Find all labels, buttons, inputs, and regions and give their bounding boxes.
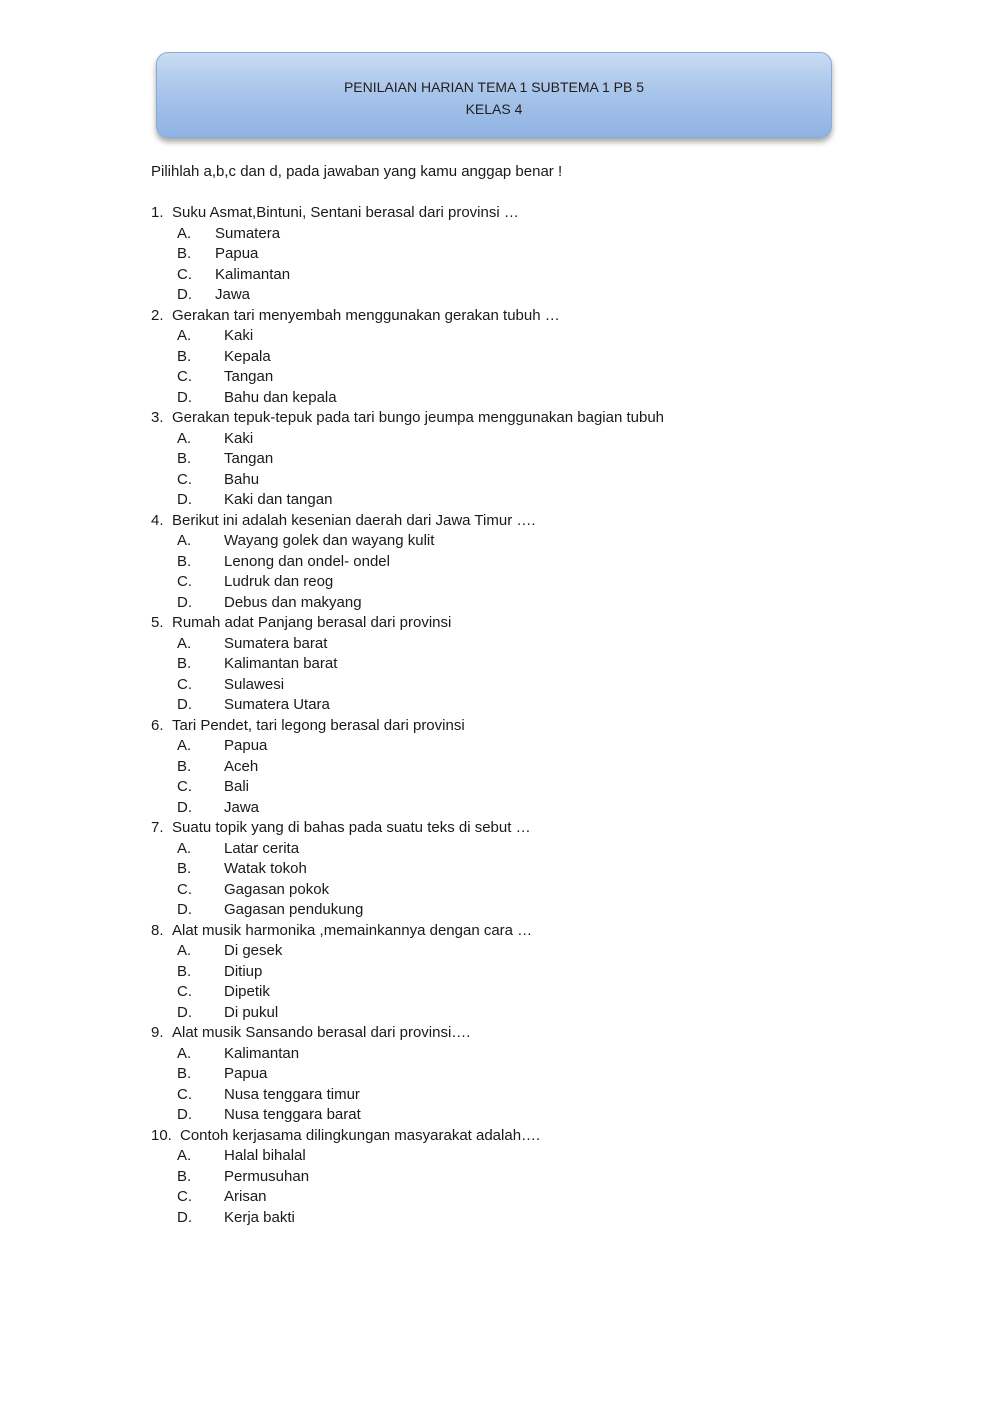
option-letter: A.: [177, 429, 192, 447]
question-number: 2.: [151, 306, 164, 324]
question-text: Suku Asmat,Bintuni, Sentani berasal dari provinsi …: [172, 204, 519, 221]
option-text: Kalimantan barat: [224, 655, 338, 672]
option-letter: D.: [177, 696, 192, 713]
question-line: [151, 203, 851, 224]
answer-option[interactable]: [151, 695, 851, 716]
answer-option[interactable]: [151, 900, 851, 921]
option-letter: D.: [177, 286, 192, 303]
answer-option[interactable]: [151, 1064, 851, 1085]
option-text: Ditiup: [224, 962, 263, 980]
option-text: Permusuhan: [224, 1167, 310, 1185]
option-text: Gagasan pokok: [224, 880, 330, 898]
option-letter: D.: [177, 593, 192, 611]
option-letter: A.: [177, 224, 192, 242]
option-letter: B.: [177, 655, 192, 672]
option-letter: D.: [177, 1003, 192, 1021]
question-line: [151, 716, 851, 737]
option-letter: C.: [177, 470, 192, 488]
answer-option[interactable]: [151, 326, 851, 347]
question-6: [151, 716, 851, 819]
option-letter: B.: [177, 552, 192, 570]
option-text: Lenong dan ondel- ondel: [224, 552, 390, 570]
answer-option[interactable]: [151, 1105, 851, 1126]
answer-option[interactable]: [151, 654, 851, 675]
option-text: Di pukul: [224, 1003, 279, 1021]
answer-option[interactable]: [151, 285, 851, 306]
option-letter: D.: [177, 901, 192, 918]
option-text: Latar cerita: [224, 839, 300, 857]
option-text: Halal bihalal: [224, 1147, 306, 1164]
option-letter: D.: [177, 798, 192, 816]
question-text: Rumah adat Panjang berasal dari provinsi: [172, 614, 452, 631]
option-text: Dipetik: [224, 983, 270, 1000]
question-text: Gerakan tepuk-tepuk pada tari bungo jeumpa menggunakan bagian tubuh: [172, 409, 665, 426]
option-text: Tangan: [224, 450, 274, 467]
option-text: Nusa tenggara barat: [224, 1106, 361, 1123]
option-letter: C.: [177, 983, 192, 1000]
option-text: Watak tokoh: [224, 860, 307, 877]
answer-option[interactable]: [151, 757, 851, 778]
answer-option[interactable]: [151, 736, 851, 757]
option-text: Nusa tenggara timur: [224, 1085, 360, 1103]
question-5: [151, 613, 851, 716]
answer-option[interactable]: [151, 880, 851, 901]
option-text: Sumatera: [215, 224, 281, 242]
option-text: Kalimantan: [215, 265, 291, 283]
answer-option[interactable]: [151, 552, 851, 573]
question-9: [151, 1023, 851, 1126]
answer-option[interactable]: [151, 1044, 851, 1065]
option-letter: A.: [177, 1147, 192, 1164]
answer-option[interactable]: [151, 367, 851, 388]
option-letter: C.: [177, 265, 192, 283]
option-text: Sulawesi: [224, 675, 285, 693]
answer-option[interactable]: [151, 1167, 851, 1188]
question-text: Tari Pendet, tari legong berasal dari provinsi: [172, 716, 465, 734]
option-text: Papua: [215, 245, 259, 262]
answer-option[interactable]: [151, 941, 851, 962]
question-10: [151, 1126, 851, 1229]
answer-option[interactable]: [151, 839, 851, 860]
question-number: 10.: [151, 1126, 172, 1144]
option-text: Bahu dan kepala: [224, 388, 337, 406]
question-line: [151, 1023, 851, 1044]
answer-option[interactable]: [151, 798, 851, 819]
option-text: Kaki: [224, 327, 254, 344]
option-letter: A.: [177, 737, 192, 754]
question-line: [151, 306, 851, 327]
answer-option[interactable]: [151, 429, 851, 450]
question-number: 1.: [151, 204, 164, 221]
option-letter: A.: [177, 634, 192, 652]
page-title: PENILAIAN HARIAN TEMA 1 SUBTEMA 1 PB 5: [343, 79, 645, 95]
option-text: Jawa: [224, 798, 260, 816]
option-text: Kalimantan: [224, 1044, 300, 1062]
answer-option[interactable]: [151, 531, 851, 552]
option-letter: A.: [177, 1044, 192, 1062]
answer-option[interactable]: [151, 634, 851, 655]
option-text: Aceh: [224, 757, 259, 775]
option-text: Kaki dan tangan: [224, 491, 333, 508]
question-text: Suatu topik yang di bahas pada suatu teks di sebut …: [172, 819, 531, 836]
answer-option[interactable]: [151, 1208, 851, 1229]
option-letter: C.: [177, 368, 192, 385]
question-line: [151, 1126, 851, 1147]
answer-option[interactable]: [151, 982, 851, 1003]
question-line: [151, 511, 851, 532]
answer-option[interactable]: [151, 347, 851, 368]
question-number: 3.: [151, 409, 164, 426]
option-letter: A.: [177, 532, 192, 549]
question-line: [151, 818, 851, 839]
question-line: [151, 408, 851, 429]
header-banner: [156, 52, 832, 138]
answer-option[interactable]: [151, 962, 851, 983]
answer-option[interactable]: [151, 593, 851, 614]
question-1: [151, 203, 851, 306]
question-2: [151, 306, 851, 409]
option-letter: B.: [177, 1167, 192, 1185]
answer-option[interactable]: [151, 1085, 851, 1106]
option-text: Di gesek: [224, 942, 283, 959]
option-text: Bahu: [224, 470, 260, 488]
answer-option[interactable]: [151, 859, 851, 880]
question-list: [151, 203, 851, 1228]
answer-option[interactable]: [151, 1146, 851, 1167]
question-3: [151, 408, 851, 511]
option-text: Jawa: [215, 286, 251, 303]
option-text: Kepala: [224, 347, 271, 365]
answer-option[interactable]: [151, 490, 851, 511]
option-letter: D.: [177, 1106, 192, 1123]
option-text: Sumatera barat: [224, 634, 328, 652]
question-text: Gerakan tari menyembah menggunakan gerakan tubuh …: [172, 306, 560, 324]
option-letter: A.: [177, 839, 192, 857]
answer-option[interactable]: [151, 470, 851, 491]
option-letter: A.: [177, 327, 192, 344]
answer-option[interactable]: [151, 1003, 851, 1024]
option-letter: B.: [177, 347, 192, 365]
option-text: Bali: [224, 778, 250, 795]
option-text: Kaki: [224, 429, 254, 447]
option-letter: C.: [177, 675, 192, 693]
option-text: Papua: [224, 737, 268, 754]
option-letter: B.: [177, 450, 192, 467]
option-letter: D.: [177, 388, 192, 406]
answer-option[interactable]: [151, 675, 851, 696]
option-letter: D.: [177, 1208, 192, 1226]
option-letter: C.: [177, 880, 192, 898]
answer-option[interactable]: [151, 388, 851, 409]
question-text: Berikut ini adalah kesenian daerah dari Jawa Timur ….: [172, 511, 536, 529]
answer-option[interactable]: [151, 449, 851, 470]
question-number: 5.: [151, 614, 164, 631]
option-letter: C.: [177, 778, 192, 795]
answer-option[interactable]: [151, 244, 851, 265]
answer-option[interactable]: [151, 224, 851, 245]
option-letter: B.: [177, 757, 192, 775]
option-letter: C.: [177, 573, 192, 590]
option-text: Ludruk dan reog: [224, 573, 334, 590]
option-letter: C.: [177, 1188, 192, 1205]
option-letter: A.: [177, 942, 192, 959]
question-number: 9.: [151, 1024, 164, 1041]
question-8: [151, 921, 851, 1024]
option-text: Debus dan makyang: [224, 593, 362, 611]
answer-option[interactable]: [151, 1187, 851, 1208]
option-letter: B.: [177, 860, 192, 877]
class-label: KELAS 4: [465, 101, 523, 117]
question-number: 8.: [151, 921, 164, 939]
option-text: Gagasan pendukung: [224, 901, 364, 918]
answer-option[interactable]: [151, 265, 851, 286]
option-letter: C.: [177, 1085, 192, 1103]
question-number: 4.: [151, 511, 164, 529]
option-text: Tangan: [224, 368, 274, 385]
answer-option[interactable]: [151, 777, 851, 798]
option-text: Arisan: [224, 1188, 267, 1205]
question-text: Alat musik harmonika ,memainkannya dengan cara …: [172, 921, 533, 939]
question-4: [151, 511, 851, 614]
question-number: 6.: [151, 716, 164, 734]
option-letter: D.: [177, 491, 192, 508]
option-text: Papua: [224, 1065, 268, 1082]
question-line: [151, 921, 851, 942]
option-letter: B.: [177, 962, 192, 980]
question-text: Contoh kerjasama dilingkungan masyarakat adalah….: [180, 1126, 541, 1144]
question-text: Alat musik Sansando berasal dari provinsi….: [172, 1024, 471, 1041]
option-letter: B.: [177, 245, 192, 262]
option-text: Sumatera Utara: [224, 696, 330, 713]
option-text: Kerja bakti: [224, 1208, 295, 1226]
instruction-text: Pilihlah a,b,c dan d, pada jawaban yang kamu anggap benar !: [151, 163, 563, 180]
option-text: Wayang golek dan wayang kulit: [224, 532, 435, 549]
question-line: [151, 613, 851, 634]
question-number: 7.: [151, 819, 164, 836]
option-letter: B.: [177, 1065, 192, 1082]
answer-option[interactable]: [151, 572, 851, 593]
question-7: [151, 818, 851, 921]
